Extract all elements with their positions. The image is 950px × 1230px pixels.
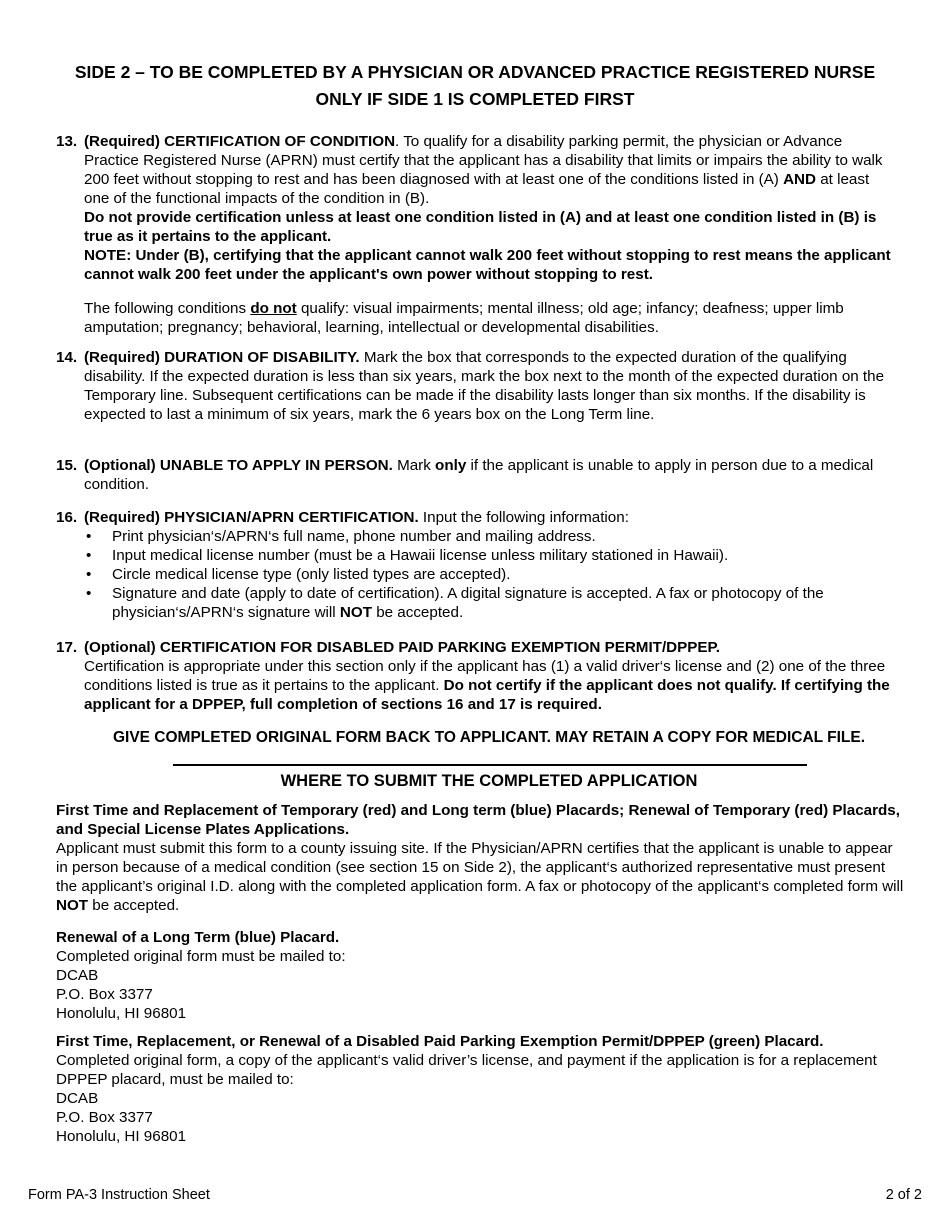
section-13-intro bbox=[84, 132, 896, 208]
section-13-number: 13. bbox=[56, 133, 78, 150]
section-17-body bbox=[84, 657, 896, 714]
list-item: • Print physician‘s/APRN‘s full name, phone number and mailing address. bbox=[84, 527, 896, 546]
bullet-4-not: NOT bbox=[339, 604, 372, 621]
exclusions-do-not: do not bbox=[250, 300, 297, 317]
renewal-line-1: Completed original form must be mailed to: bbox=[56, 948, 346, 965]
section-15-heading: (Optional) UNABLE TO APPLY IN PERSON. bbox=[84, 457, 393, 474]
divider bbox=[173, 764, 807, 766]
section-13-warning: Do not provide certification unless at least one condition listed in (A) and at least one condition listed in (B) is true as it pertains to the applicant. bbox=[84, 209, 877, 245]
section-15-text-1: Mark bbox=[392, 457, 436, 474]
section-15-text-2: if the applicant is unable to apply in person due to a medical condition. bbox=[84, 457, 874, 493]
first-time-text-1: Applicant must submit this form to a county issuing site. If the Physician/APRN certifies that the applicant is unable to appear in person because of a medical condition (see section 15 on Side 2), the applicant‘s authorized representative must present the applicant’s original I.D. along with the completed application form. A fax or photocopy of the applicant‘s completed form will bbox=[56, 840, 904, 895]
section-17-heading: (Optional) CERTIFICATION FOR DISABLED PAID PARKING EXEMPTION PERMIT/DPPEP. bbox=[84, 639, 720, 656]
list-item: • Circle medical license type (only listed types are accepted). bbox=[84, 565, 896, 584]
section-15-only: only bbox=[435, 457, 467, 474]
section-16-number: 16. bbox=[56, 509, 78, 526]
dppep-address-city: Honolulu, HI 96801 bbox=[56, 1128, 187, 1145]
section-17-text: Certification is appropriate under this section only if the applicant has (1) a valid driver‘s license and (2) one of the three conditions listed is true as it pertains to the applicant. bbox=[84, 658, 886, 694]
section-16-intro bbox=[84, 508, 896, 527]
section-14-number: 14. bbox=[56, 349, 78, 366]
section-14-heading: (Required) DURATION OF DISABILITY. bbox=[84, 349, 360, 366]
section-13-and: AND bbox=[783, 171, 816, 188]
dppep-address-pobox: P.O. Box 3377 bbox=[56, 1109, 153, 1126]
first-time-not: NOT bbox=[56, 897, 89, 914]
footer-page-number: 2 of 2 bbox=[885, 1187, 922, 1203]
section-14-text: Mark the box that corresponds to the expected duration of the qualifying disability. If the expected duration is less than six years, mark the box next to the month of the expected duration on the Temporary line. Subsequent certifications can be made if the disability lasts longer than six months. If the disability is expected to last a minimum of six years, mark the 6 years box on the Long Term line. bbox=[84, 349, 885, 423]
section-13 bbox=[56, 132, 896, 337]
footer-form-name: Form PA-3 Instruction Sheet bbox=[28, 1187, 210, 1203]
renewal-address-pobox: P.O. Box 3377 bbox=[56, 986, 153, 1003]
first-time-heading: First Time and Replacement of Temporary (red) and Long term (blue) Placards; Renewal of Temporary (red) Placards, and Special License Plates Applications. bbox=[56, 802, 900, 838]
section-17-number: 17. bbox=[56, 639, 78, 656]
first-time-block bbox=[56, 801, 906, 915]
renewal-block bbox=[56, 928, 906, 1023]
renewal-address-city: Honolulu, HI 96801 bbox=[56, 1005, 187, 1022]
section-16-text: Input the following information: bbox=[418, 509, 629, 526]
exclusions-text-1: The following conditions bbox=[84, 300, 251, 317]
section-17 bbox=[56, 638, 896, 714]
page-title bbox=[0, 59, 950, 113]
bullet-4-text-1: Signature and date (apply to date of certification). A digital signature is accepted. A fax or photocopy of the physician‘s/APRN‘s signature will bbox=[112, 585, 824, 621]
dppep-block bbox=[56, 1032, 906, 1146]
section-15 bbox=[56, 456, 896, 494]
dppep-heading: First Time, Replacement, or Renewal of a Disabled Paid Parking Exemption Permit/DPPEP (green) Placard. bbox=[56, 1033, 824, 1050]
list-item bbox=[84, 584, 896, 622]
dppep-address-name: DCAB bbox=[56, 1090, 99, 1107]
give-back-notice: GIVE COMPLETED ORIGINAL FORM BACK TO APPLICANT. MAY RETAIN A COPY FOR MEDICAL FILE. bbox=[112, 729, 866, 746]
title-line-2: ONLY IF SIDE 1 IS COMPLETED FIRST bbox=[315, 89, 635, 109]
section-13-exclusions bbox=[84, 299, 896, 337]
section-13-note: NOTE: Under (B), certifying that the applicant cannot walk 200 feet without stopping to rest means the applicant cannot walk 200 feet under the applicant's own power without stopping to rest. bbox=[84, 247, 891, 283]
list-item: • Input medical license number (must be a Hawaii license unless military stationed in Hawaii). bbox=[84, 546, 896, 565]
renewal-heading: Renewal of a Long Term (blue) Placard. bbox=[56, 929, 340, 946]
section-13-text-1: . To qualify for a disability parking permit, the physician or Advance Practice Registered Nurse (APRN) must certify that the applicant has a disability that limits or impairs the ability to walk 200 feet without stopping to rest and has been diagnosed with at least one of the conditions listed in (A) bbox=[84, 133, 883, 188]
section-15-number: 15. bbox=[56, 457, 78, 474]
section-13-text-2: at least one of the functional impacts of the condition in (B). bbox=[84, 171, 870, 207]
title-line-1: SIDE 2 – TO BE COMPLETED BY A PHYSICIAN OR ADVANCED PRACTICE REGISTERED NURSE bbox=[74, 62, 876, 82]
section-16-bullets bbox=[84, 527, 896, 622]
section-13-heading: (Required) CERTIFICATION OF CONDITION bbox=[84, 133, 396, 150]
section-16 bbox=[56, 508, 896, 622]
section-14 bbox=[56, 348, 896, 424]
section-17-bold: Do not certify if the applicant does not qualify. If certifying the applicant for a DPPEP, full completion of sections 16 and 17 is required. bbox=[84, 677, 890, 713]
dppep-text: Completed original form, a copy of the applicant‘s valid driver’s license, and payment if the application is for a replacement DPPEP placard, must be mailed to: bbox=[56, 1052, 877, 1088]
renewal-address-name: DCAB bbox=[56, 967, 99, 984]
first-time-text bbox=[56, 839, 906, 915]
where-to-submit-heading: WHERE TO SUBMIT THE COMPLETED APPLICATION bbox=[280, 772, 698, 790]
section-16-heading: (Required) PHYSICIAN/APRN CERTIFICATION. bbox=[84, 509, 419, 526]
bullet-4-text-2: be accepted. bbox=[371, 604, 464, 621]
exclusions-text-2: qualify: visual impairments; mental illness; old age; infancy; deafness; upper limb amputation; pregnancy; behavioral, learning, intellectual or developmental disabilities. bbox=[84, 300, 844, 336]
first-time-text-2: be accepted. bbox=[88, 897, 180, 914]
